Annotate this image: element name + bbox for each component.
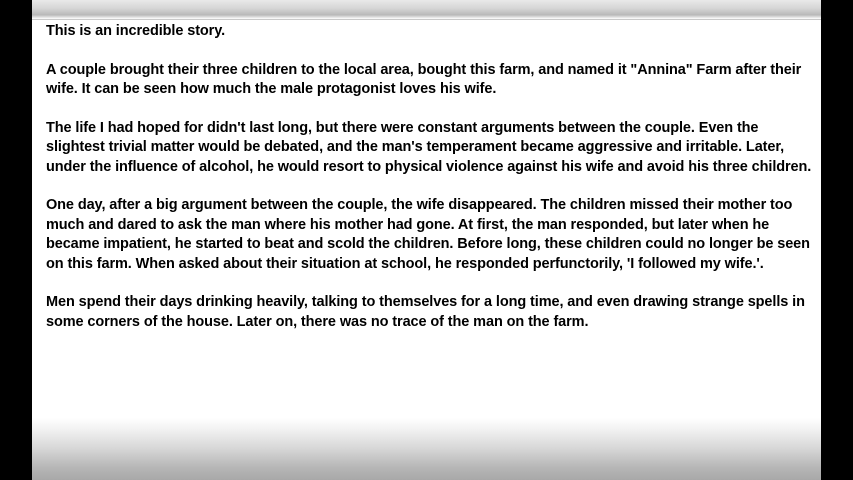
top-divider (32, 19, 821, 20)
top-fade-strip (32, 0, 821, 19)
paragraph-5: Men spend their days drinking heavily, talking to themselves for a long time, and even drawing strange spells in some corners of the house. Later on, there was no trace of the man on the farm. (46, 294, 805, 330)
paragraph-3: The life I had hoped for didn't last long, but there were constant arguments between the couple. Even the slightest trivial matter would be debated, and the man's temperament became aggressive and irritable. Later, under the influence of alcohol, he would resort to physical violence against his wife and avoid his three children. (46, 119, 812, 175)
paragraph-4: One day, after a big argument between the couple, the wife disappeared. The children missed their mother too much and dared to ask the man where his mother had gone. At first, the man responded, but later when he became impatient, he started to beat and scold the children. Before long, these children could no longer be seen on this farm. When asked about their situation at school, he responded perfunctorily, 'I followed my wife.'. (46, 197, 810, 272)
document-text-body (46, 22, 814, 332)
paragraph-2: A couple brought their three children to the local area, bought this farm, and named it "Annina" Farm after their wife. It can be seen how much the male protagonist loves his wife. (46, 61, 802, 97)
document-page (32, 0, 821, 480)
paragraph-1: This is an incredible story. (46, 23, 226, 39)
bottom-fade-strip (32, 418, 821, 480)
